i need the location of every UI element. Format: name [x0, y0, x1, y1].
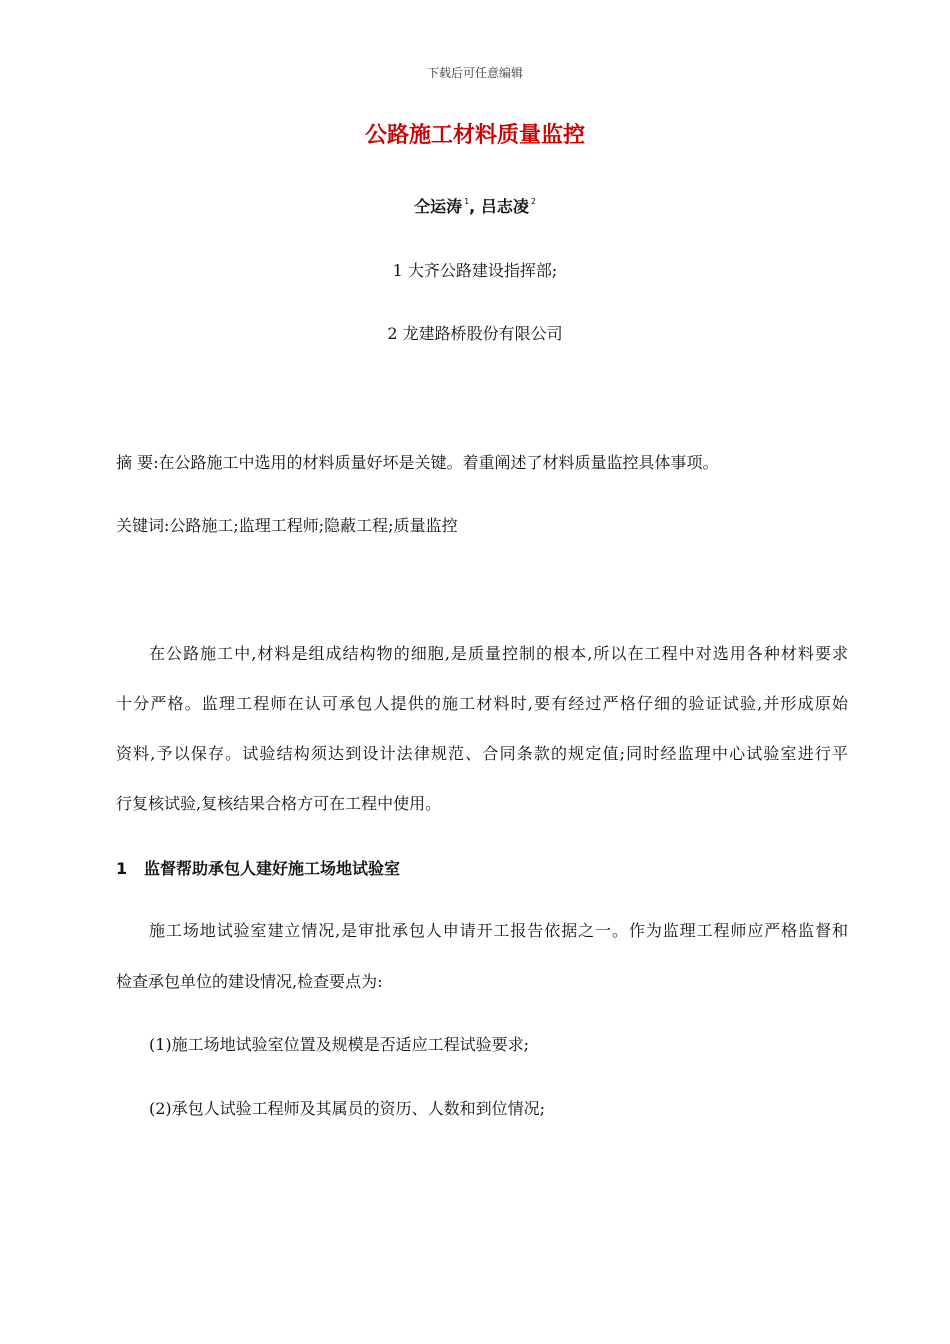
paragraph2-line-2: 检查承包单位的建设情况,检查要点为:: [116, 972, 383, 991]
paragraph1-line-4: 行复核试验,复核结果合格方可在工程中使用。: [116, 794, 442, 813]
section-number: 1: [116, 859, 128, 878]
paragraph2-line-1: 施工场地试验室建立情况,是审批承包人申请开工报告依据之一。作为监理工程师应严格监督和: [149, 921, 848, 940]
header-note: 下载后可任意编辑: [426, 66, 523, 80]
section-heading-1: [116, 861, 400, 877]
author-mark-2: 2: [530, 197, 536, 206]
abstract: 摘 要:在公路施工中选用的材料质量好坏是关键。着重阐述了材料质量监控具体事项。: [116, 453, 719, 472]
author-name-1: 仝运涛: [414, 197, 463, 216]
document-title: 公路施工材料质量监控: [364, 123, 585, 148]
author-mark-1: 1: [464, 197, 470, 206]
list-item-2: (2)承包人试验工程师及其属员的资历、人数和到位情况;: [149, 1099, 546, 1118]
author-name-2: 吕志凌: [480, 197, 529, 216]
affiliation-2: 2 龙建路桥股份有限公司: [387, 324, 563, 343]
author-separator: ,: [469, 197, 476, 216]
author-line: [0, 199, 950, 215]
list-item-1: (1)施工场地试验室位置及规模是否适应工程试验要求;: [149, 1035, 530, 1054]
keywords: 关键词:公路施工;监理工程师;隐蔽工程;质量监控: [116, 516, 458, 535]
section-title: 监督帮助承包人建好施工场地试验室: [144, 859, 401, 878]
paragraph1-line-3: 资料,予以保存。试验结构须达到设计法律规范、合同条款的规定值;同时经监理中心试验室进行平: [116, 744, 848, 763]
paragraph1-line-2: 十分严格。监理工程师在认可承包人提供的施工材料时,要有经过严格仔细的验证试验,并形成原始: [116, 694, 848, 713]
paragraph1-line-1: 在公路施工中,材料是组成结构物的细胞,是质量控制的根本,所以在工程中对选用各种材料要求: [149, 644, 848, 663]
affiliation-1: 1 大齐公路建设指挥部;: [392, 261, 558, 280]
